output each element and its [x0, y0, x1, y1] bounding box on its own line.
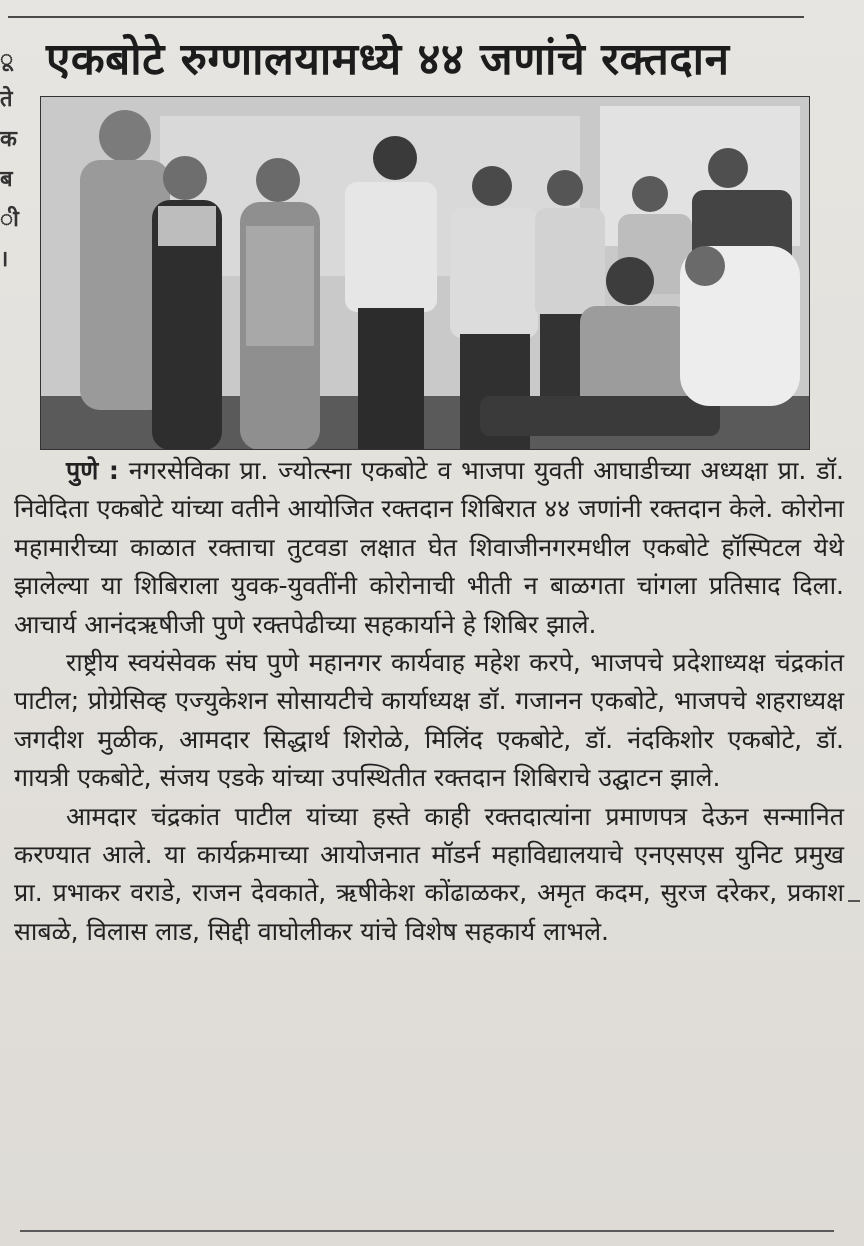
bottom-rule [20, 1230, 834, 1232]
edge-fragment: क [0, 127, 17, 152]
article-paragraph [14, 644, 844, 798]
edge-fragment: ू [0, 47, 14, 72]
paragraph-text: आमदार चंद्रकांत पाटील यांच्या हस्ते काही रक्तदात्यांना प्रमाणपत्र देऊन सन्मानित करण्यात आले. या कार्यक्रमाच्या आयोजनात मॉडर्न महाविद्यालयाचे एनएसएस युनिट प्रमुख प्रा. प्रभाकर वराडे, राजन देवकाते, ऋषीकेश कोंढाळकर, अमृत कदम, सुरज दरेकर, प्रकाश साबळे, विलास लाड, सिद्दी वाघोलीकर यांचे विशेष सहकार्य लाभले. [14, 801, 844, 946]
adjacent-column-fragment [0, 40, 20, 340]
paragraph-text: राष्ट्रीय स्वयंसेवक संघ पुणे महानगर कार्यवाह महेश करपे, भाजपचे प्रदेशाध्यक्ष चंद्रकांत पाटील; प्रोग्रेसिव्ह एज्युकेशन सोसायटीचे कार्याध्यक्ष डॉ. गजानन एकबोटे, भाजपचे शहराध्यक्ष जगदीश मुळीक, आमदार सिद्धार्थ शिरोळे, मिलिंद एकबोटे, डॉ. नंदकिशोर एकबोटे, डॉ. गायत्री एकबोटे, संजय एडके यांच्या उपस्थितीत रक्तदान शिबिराचे उद्घाटन झाले. [14, 648, 844, 793]
article-body [14, 452, 844, 951]
dateline: पुणे : [66, 456, 119, 485]
edge-fragment: । [0, 247, 9, 272]
paragraph-text: नगरसेविका प्रा. ज्योत्स्ना एकबोटे व भाजपा युवती आघाडीच्या अध्यक्षा प्रा. डॉ. निवेदिता एकबोटे यांच्या वतीने आयोजित रक्तदान शिबिरात ४४ जणांनी रक्तदान केले. कोरोना महामारीच्या काळात रक्ताचा तुटवडा लक्षात घेत शिवाजीनगरमधील एकबोटे हॉस्पिटल येथे झालेल्या या शिबिराला युवक-युवतींनी कोरोनाची भीती न बाळगता चांगला प्रतिसाद दिला. आचार्य आनंदऋषीजी पुणे रक्तपेढीच्या सहकार्याने हे शिबिर झाले. [14, 456, 844, 639]
person-figure [345, 136, 437, 450]
person-figure [680, 246, 800, 406]
edge-fragment: ते [0, 87, 13, 112]
margin-mark [848, 900, 860, 902]
group-photo-illustration [40, 96, 810, 450]
article-paragraph [14, 452, 844, 644]
top-rule [8, 16, 804, 18]
donor-bed [480, 396, 720, 436]
group-photo [40, 96, 810, 450]
article-paragraph [14, 798, 844, 952]
edge-fragment: ब [0, 167, 13, 192]
edge-fragment: ी [0, 207, 19, 232]
headline: एकबोटे रुग्णालयामध्ये ४४ जणांचे रक्तदान [46, 34, 730, 85]
